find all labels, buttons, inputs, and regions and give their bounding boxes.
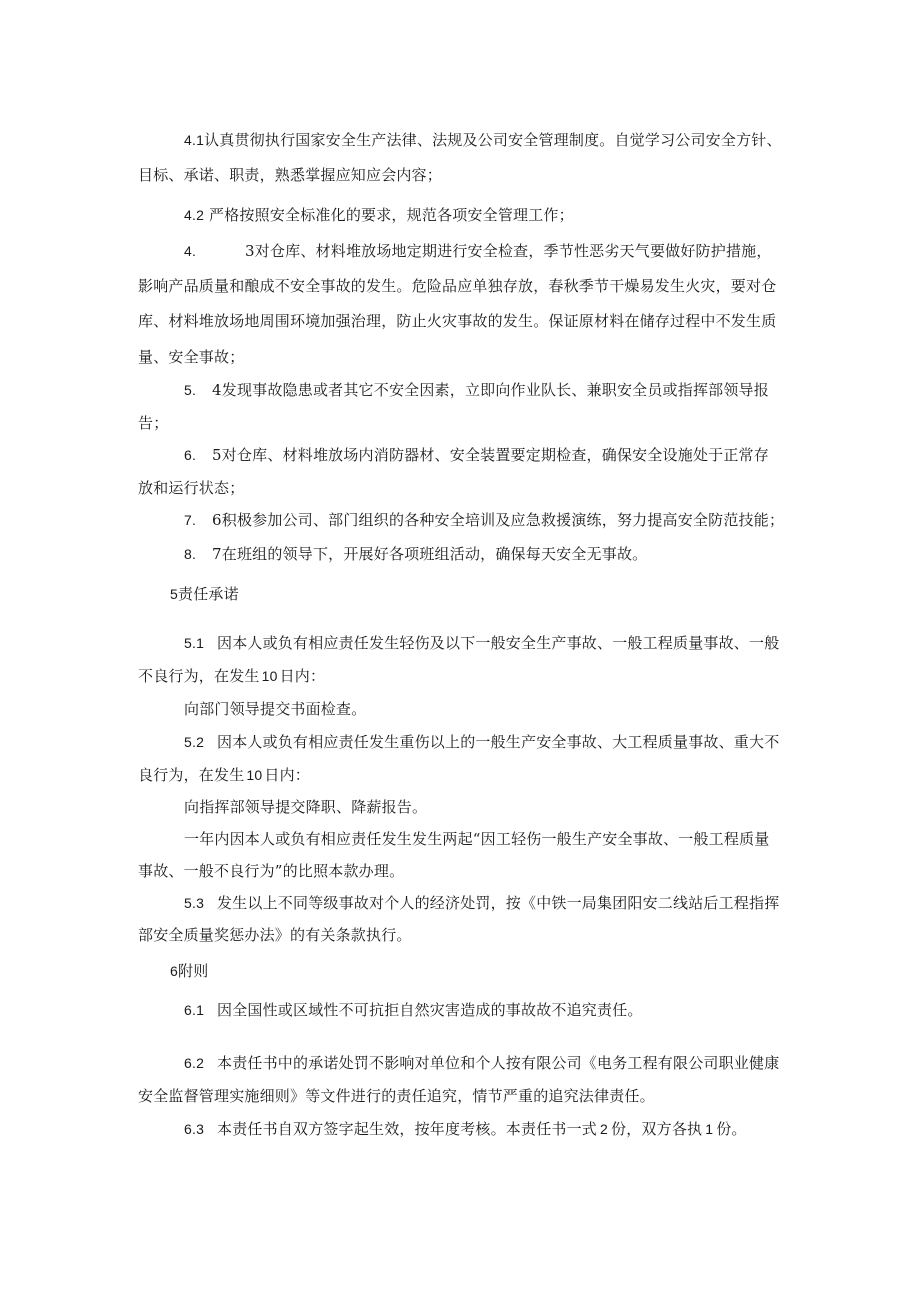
clause-4-6-text — [212, 510, 784, 530]
clause-4-1-line-2 — [138, 165, 442, 185]
clause-4-3-line-4 — [138, 347, 244, 367]
clause-text: 7在班组的领导下，开展好各项班组活动，确保每天安全无事故。 — [212, 545, 648, 563]
days-value: 10 — [246, 767, 263, 783]
clause-number: 4.2 — [184, 207, 205, 223]
clause-text: 库、材料堆放场地周围环境加强治理，防止火灾事故的发生。保证原材料在储存过程中不发生质 — [138, 312, 777, 330]
clause-5-1-line-2 — [138, 666, 325, 686]
clause-6-1-text — [217, 1000, 643, 1020]
clause-5-2-line-3 — [184, 797, 427, 817]
clause-text: 一年内因本人或负有相应责任发生发生两起“因工轻伤一般生产安全事故、一般工程质量 — [184, 830, 770, 848]
clause-4-3-line-1-text — [245, 241, 772, 261]
clause-5-2-line-1-text — [217, 732, 779, 752]
clause-4-5-line-2 — [138, 478, 244, 498]
clause-text: 量、安全事故； — [138, 348, 245, 366]
clause-4-4-line-2 — [138, 413, 168, 433]
clause-number: 7. — [184, 512, 197, 528]
clause-number: 6. — [184, 447, 197, 463]
clause-text: 向部门领导提交书面检查。 — [184, 700, 367, 718]
clause-text: 放和运行状态； — [138, 479, 245, 497]
section-title: 附则 — [178, 962, 209, 980]
clause-number: 5.2 — [184, 734, 205, 750]
clause-text: 日内： — [264, 766, 310, 784]
clause-5-2-line-5 — [138, 861, 404, 881]
clause-5-2-line-1 — [184, 732, 204, 752]
section-title: 责任承诺 — [178, 585, 239, 603]
clause-text: 影响产品质量和酿成不安全事故的发生。危险品应单独存放，春秋季节干燥易发生火灾，要对仓 — [138, 277, 777, 295]
clause-4-3-line-3 — [138, 311, 776, 331]
section-6-heading — [170, 961, 208, 981]
clause-text: 6积极参加公司、部门组织的各种安全培训及应急救援演练，努力提高安全防范技能； — [212, 511, 785, 529]
clause-text: 严格按照安全标准化的要求，规范各项安全管理工作； — [209, 206, 574, 224]
copies-value: 2 — [600, 1121, 609, 1137]
section-number: 5 — [170, 586, 178, 602]
days-value: 10 — [261, 668, 278, 684]
clause-5-3-line-2 — [138, 925, 412, 945]
clause-4-5-line-1 — [184, 445, 196, 465]
clause-6-3-text — [217, 1119, 747, 1139]
clause-4-6 — [184, 510, 196, 530]
clause-number: 6.2 — [184, 1055, 205, 1071]
clause-text: 因本人或负有相应责任发生重伤以上的一般生产安全事故、大工程质量事故、重大不 — [217, 733, 780, 751]
clause-5-2-line-2 — [138, 765, 310, 785]
clause-text: 向指挥部领导提交降职、降薪报告。 — [184, 798, 428, 816]
clause-text: 告； — [138, 414, 169, 432]
clause-5-2-line-4 — [184, 829, 769, 849]
clause-4-1-line-1 — [184, 130, 782, 150]
clause-4-2 — [184, 205, 574, 225]
clause-6-2-line-1 — [184, 1053, 204, 1073]
clause-6-3 — [184, 1119, 204, 1139]
clause-text: 4发现事故隐患或者其它不安全因素，立即向作业队长、兼职安全员或指挥部领导报 — [212, 381, 769, 399]
clause-6-2-line-2 — [138, 1086, 655, 1106]
clause-number: 5.1 — [184, 635, 205, 651]
clause-number: 5. — [184, 382, 197, 398]
clause-5-3-line-1 — [184, 893, 204, 913]
clause-text: 份，双方各执 — [611, 1120, 703, 1138]
clause-number: 5.3 — [184, 895, 205, 911]
clause-6-2-line-1-text — [217, 1053, 779, 1073]
clause-4-7 — [184, 544, 196, 564]
clause-number: 4. — [184, 243, 197, 259]
clause-5-3-line-1-text — [217, 893, 779, 913]
clause-text: 不良行为，在发生 — [138, 667, 260, 685]
clause-number: 4.1 — [184, 132, 205, 148]
section-number: 6 — [170, 963, 178, 979]
clause-number: 6.3 — [184, 1121, 205, 1137]
clause-4-4-line-1 — [184, 380, 196, 400]
clause-6-1 — [184, 1000, 204, 1020]
clause-text: 发生以上不同等级事故对个人的经济处罚，按《中铁一局集团阳安二线站后工程指挥 — [217, 894, 780, 912]
clause-text: 目标、承诺、职责，熟悉掌握应知应会内容； — [138, 166, 443, 184]
section-5-heading — [170, 584, 239, 604]
clause-text: 5对仓库、材料堆放场内消防器材、安全装置要定期检查，确保安全设施处于正常存 — [212, 446, 769, 464]
clause-text: 3对仓库、材料堆放场地定期进行安全检查，季节性恶劣天气要做好防护措施， — [245, 242, 772, 260]
clause-text: 安全监督管理实施细则》等文件进行的责任追究，情节严重的追究法律责任。 — [138, 1087, 655, 1105]
clause-text: 本责任书中的承诺处罚不影响对单位和个人按有限公司《电务工程有限公司职业健康 — [217, 1054, 780, 1072]
clause-text: 良行为，在发生 — [138, 766, 245, 784]
clause-4-3-line-1 — [184, 241, 196, 261]
clause-text: 因本人或负有相应责任发生轻伤及以下一般安全生产事故、一般工程质量事故、一般 — [217, 634, 780, 652]
clause-5-1-line-1 — [184, 633, 204, 653]
clause-4-4-line-1-text — [212, 380, 769, 400]
clause-text: 份。 — [716, 1120, 747, 1138]
clause-text: 事故、一般不良行为”的比照本款办理。 — [138, 862, 405, 880]
clause-text: 部安全质量奖惩办法》的有关条款执行。 — [138, 926, 412, 944]
clause-4-7-text — [212, 544, 647, 564]
clause-5-1-line-3 — [184, 699, 366, 719]
clause-number: 8. — [184, 546, 197, 562]
clause-text: 本责任书自双方签字起生效，按年度考核。本责任书一式 — [217, 1120, 598, 1138]
clause-4-5-line-1-text — [212, 445, 769, 465]
clause-5-1-line-1-text — [217, 633, 779, 653]
clause-text: 日内： — [279, 667, 326, 685]
clause-number: 6.1 — [184, 1002, 205, 1018]
copies-each-value: 1 — [705, 1121, 714, 1137]
clause-text: 因全国性或区域性不可抗拒自然灾害造成的事故故不追究责任。 — [217, 1001, 643, 1019]
clause-text: 认真贯彻执行国家安全生产法律、法规及公司安全管理制度。自觉学习公司安全方针、 — [204, 131, 782, 149]
clause-4-3-line-2 — [138, 276, 776, 296]
